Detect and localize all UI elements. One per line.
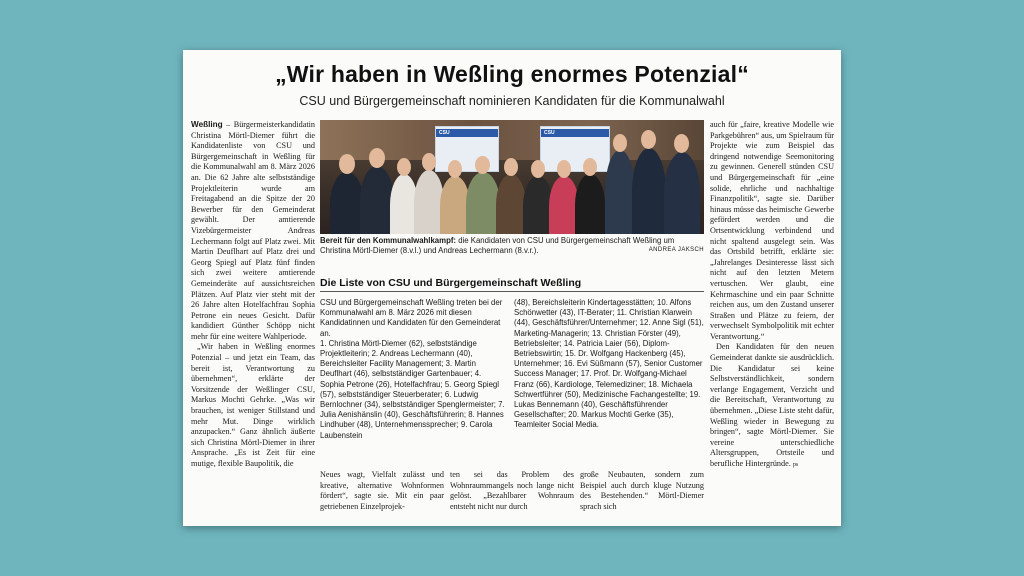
paragraph: – Bürgermeisterkandidatin Christina Mörtl-Diemer führt die Kandidatenliste von CSU und Bürgergemeinschaft in Weßling für die Kommunalwahl am 8. März 2026 an. Die 62 Jahre alte selbstständige Projektleiterin wurde am Freitagabend an die Spitze der 20 Bewerber für den Gemeinderat gewählt. Der amtierende Vizebürgermeister Andreas Lechermann folgt auf Platz zwei. Mit Martin Deuflhart auf Platz drei und Georg Spiegl auf Platz fünf finden sich zwei weitere amtierende Gemeinderäte auf aussichtsreichen Plätzen. Auf Platz vier steht mit der 26 Jahre alten Hotelfachfrau Sophia Petrone ein neues Gesicht. Dafür kandidiert Günther Schöpp nicht mehr für eine weitere Wahlperiode. bbox=[191, 120, 315, 341]
divider bbox=[320, 291, 704, 292]
candidate-list-column-1: CSU und Bürgergemeinschaft Weßling treten bei der Kommunalwahl am 8. März 2026 mit diesen Kandidatinnen und Kandidaten für den Gemeinderat an. 1. Christina Mörtl-Diemer (62), selbstständige Projektleiterin; 2. Andreas Lechermann (40), Bereichsleiter Facility Management; 3. Martin Deuflhart (46), selbstständiger Gartenbauer; 4. Sophia Petrone (26), Hotelfachfrau; 5. Georg Spiegl (57), selbstständiger Steuerberater; 6. Ludwig Bernlochner (34), selbstständiger Spenglermeister; 7. Julia Aenishänslin (40), Geschäftsführerin; 8. Hannes Lindhuber (48), Unternehmenssprecher; 9. Carola Laubenstein bbox=[320, 298, 505, 440]
paragraph: auch für „faire, kreative Modelle wie Parkgebühren“ aus, um Spielraum für Projekte wie zum Beispiel das dringend notwendige Seemonitoring zu gewinnen. Generell stünden CSU und Bürgergemeinschaft für „eine solide, ehrliche und nachhaltige Finanzpolitik“, sagte sie. Darüber hinaus müsse das heimische Gewerbe gefördert werden und die Ortsentwicklung verbindend und nicht spaltend ausgelegt sein. Was das Ortsbild betrifft, erklärte sie: „Jahrelanges Desinteresse lässt sich nicht auf den letzten Metern vertuschen. Wer glaubt, eine Kehrmaschine und ein paar Schnitte reichen aus, um den Zustand unserer Straßen und Plätze zu feiern, der verwechselt Symbolpolitik mit echter Verantwortung.“ bbox=[710, 120, 834, 341]
photo-caption: Bereit für den Kommunalwahlkampf: die Kandidaten von CSU und Bürgergemeinschaft Weßling um Christina Mörtl-Diemer (8.v.l.) und Andreas Lechermann (8.v.r.). ANDREA JAKSCH bbox=[320, 236, 704, 255]
article-column-2: Neues wagt, Vielfalt zulässt und kreative, alternative Wohnformen fördert“, sagte sie. Mit ein paar getriebenen Einzelprojek- bbox=[320, 470, 444, 511]
paragraph: Den Kandidaten für den neuen Gemeinderat dankte sie ausdrücklich. Die Kandidatur sei keine Selbstverständlichkeit, sondern verlange Engagement, Verzicht und die Bereitschaft, Verantwortung zu übernehmen. „Diese Liste steht dafür, Weßling wieder in Bewegung zu bringen“, sagte Mörtl-Diemer. Sie vereine unterschiedliche Altersgruppen, Ortsteile und berufliche Hintergründe. bbox=[710, 342, 834, 468]
photo-credit: ANDREA JAKSCH bbox=[648, 246, 704, 253]
article-column-5 bbox=[710, 120, 834, 520]
candidate-list-column-2: (48), Bereichsleiterin Kindertagesstätten; 10. Alfons Schönwetter (43), IT-Berater; 11. Christian Klarwein (44), Geschäftsführer/Unternehmer; 12. Anne Sigl (51), Marketing-Managerin; 13. Christian Förster (49), Betriebsleiter; 14. Patricia Laier (56), Diplom-Betriebswirtin; 15. Dr. Wolfgang Hackenberg (45), Unternehmer; 16. Evi Süßmann (57), Senior Customer Success Manager; 17. Prof. Dr. Wolfgang-Michael Franz (66), Kardiologe, Telemediziner; 18. Michaela Schwertführer (50), Medizinische Fachangestellte; 19. Lukas Bennemann (40), Geschäftsführender Gesellschafter; 20. Markus Mochti Gerke (35), Teamleiter Social Media. bbox=[514, 298, 704, 430]
newspaper-clipping bbox=[183, 50, 841, 526]
article-subheadline: CSU und Bürgergemeinschaft nominieren Kandidaten für die Kommunalwahl bbox=[299, 94, 725, 108]
author-tag: ps bbox=[792, 462, 799, 468]
party-banner: CSU bbox=[435, 126, 499, 172]
dateline: Weßling bbox=[191, 120, 223, 129]
list-heading: Die Liste von CSU und Bürgergemeinschaft Weßling bbox=[320, 277, 582, 289]
article-column-4: große Neubauten, sondern zum Beispiel auch durch kluge Nutzung des Bestehenden.“ Mörtl-Diemer sprach sich bbox=[580, 470, 704, 511]
party-banner: CSU bbox=[540, 126, 610, 172]
article-column-1 bbox=[191, 120, 315, 520]
paragraph: „Wir haben in Weßling enormes Potenzial – und jetzt ein Team, das bereit ist, Verantwortung zu übernehmen“, erklärte der Vorsitzende der Weßlinger CSU, Markus Mochti Gehrke. „Was wir brauchen, ist weniger Stillstand und mehr Mut. Dinge wirklich anzupacken.“ Ganz ähnlich äußerte sich Christina Mörtl-Diemer in ihrer Ansprache. „Es ist Zeit für eine mutige, flexible Baupolitik, die bbox=[191, 342, 315, 468]
article-headline: „Wir haben in Weßling enormes Potenzial“ bbox=[275, 61, 749, 87]
article-photo bbox=[320, 120, 704, 234]
article-column-3: ten sei das Problem des Wohnraummangels noch lange nicht gelöst. „Bezahlbarer Wohnraum entsteht nicht nur durch bbox=[450, 470, 574, 511]
